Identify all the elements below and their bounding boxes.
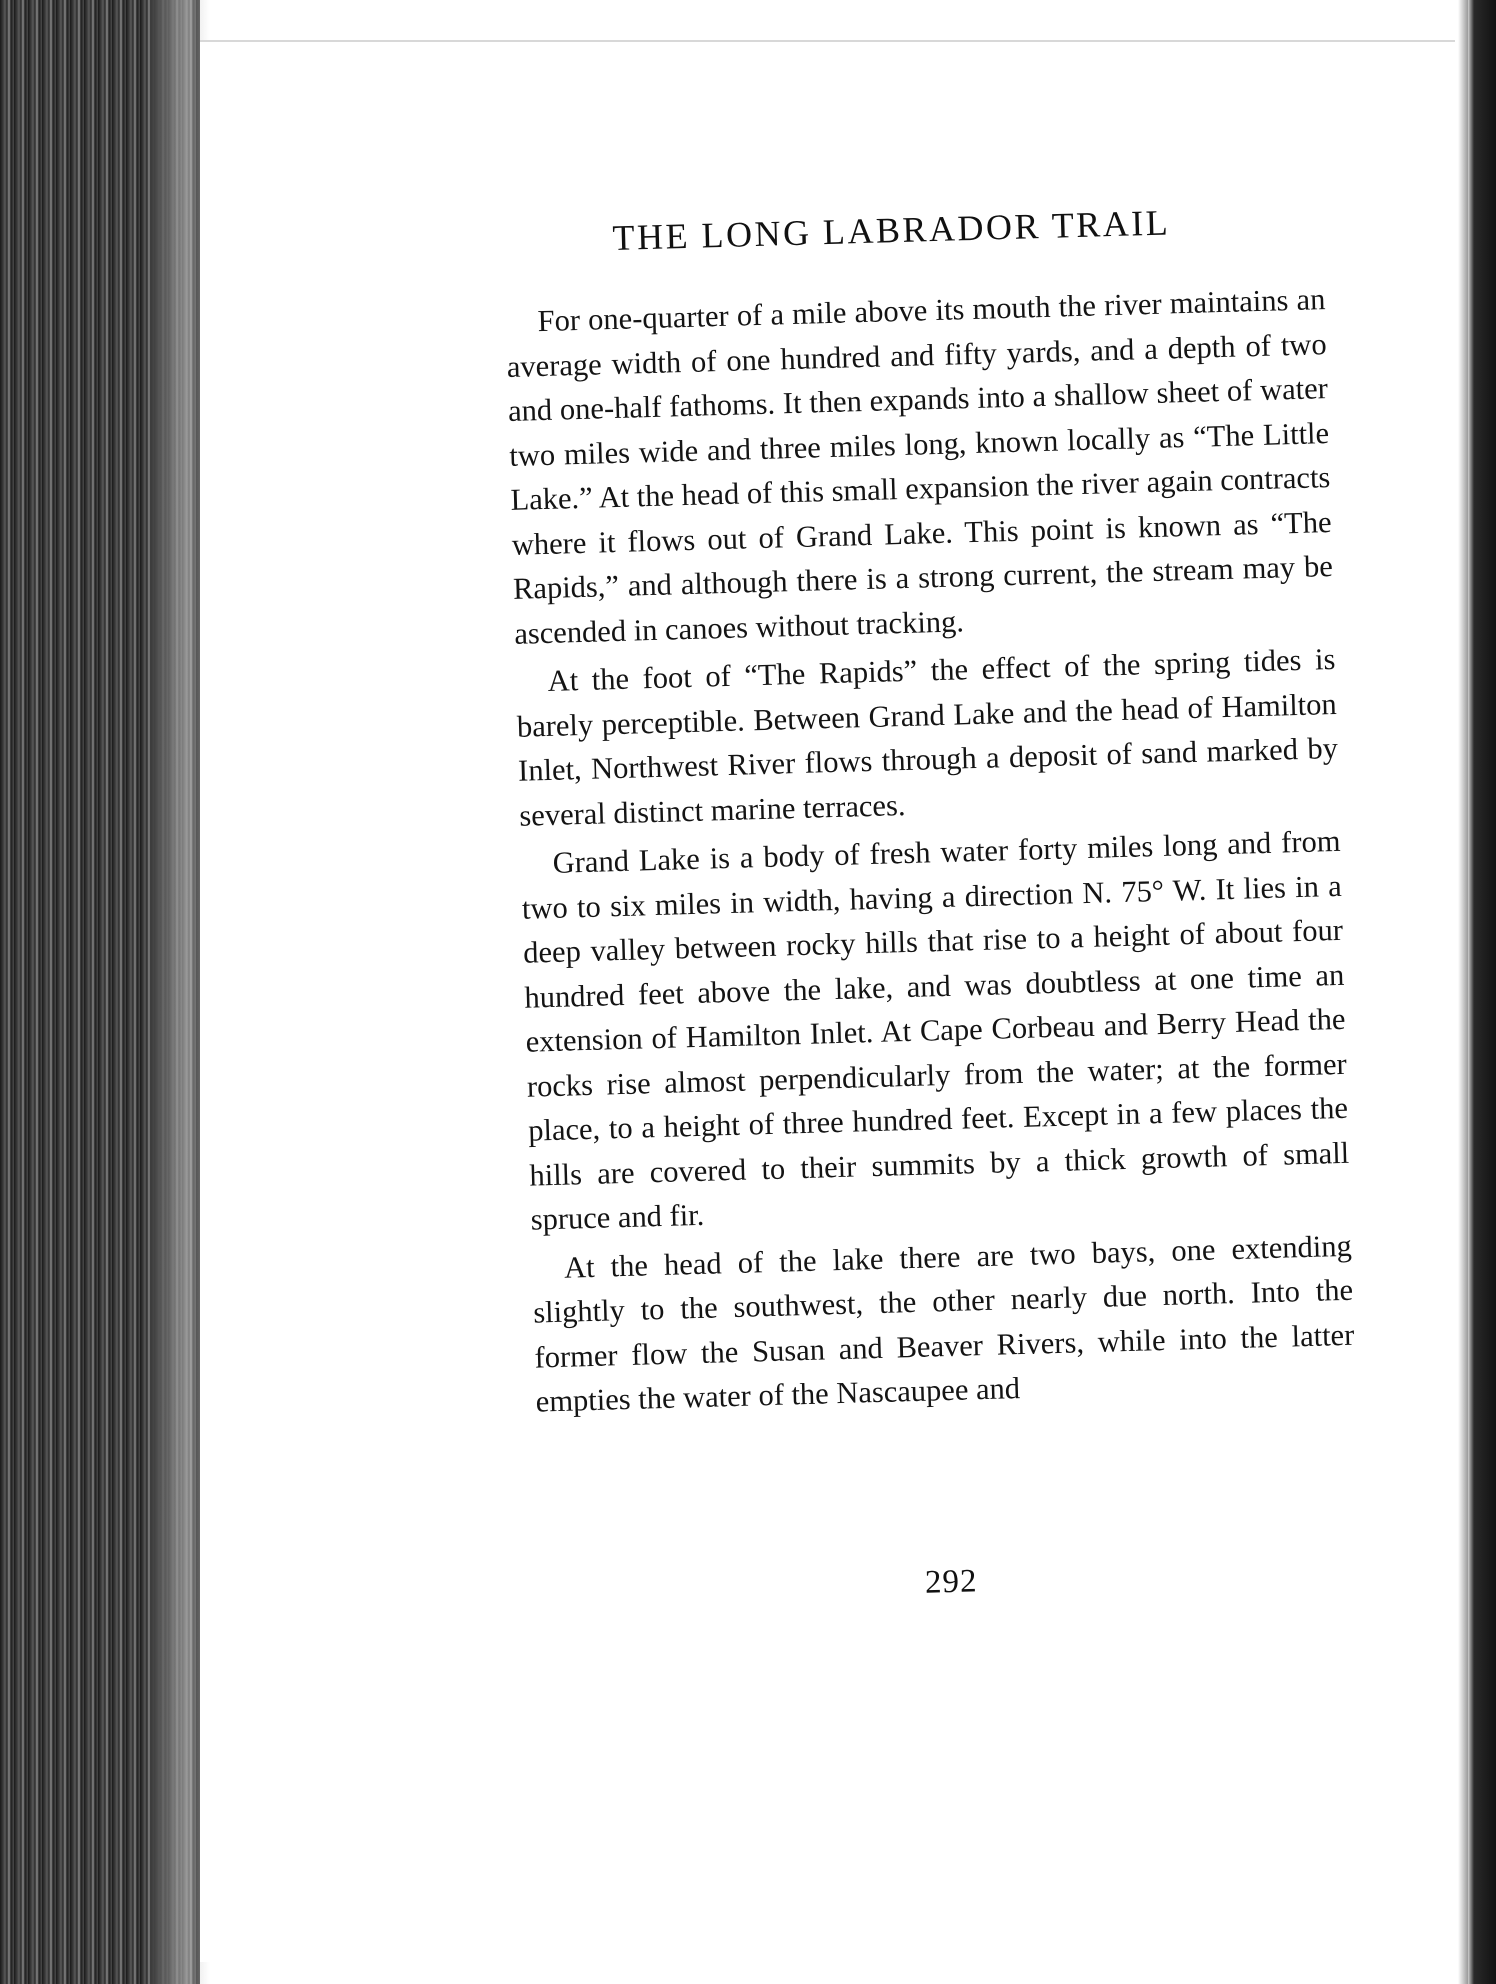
page-body xyxy=(505,277,1356,1424)
page-number: 292 xyxy=(924,1563,978,1601)
facing-page-shadow xyxy=(1468,0,1496,1984)
paragraph: At the foot of “The Rapids” the effect of the spring tides is barely perceptible. Between Grand Lake and the head of Hamilton Inlet, Northwest River flows through a deposit of sand marked by several distinct marine terraces. xyxy=(516,641,1339,833)
running-head: THE LONG LABRADOR TRAIL xyxy=(612,202,1171,258)
paragraph: Grand Lake is a body of fresh water forty miles long and from two to six miles in width, having a direction N. 75° W. It lies in a deep valley between rocky hills that rise to a height of about four hundred feet above the lake, and was doubtless at one time an extension of Hamilton Inlet. At Cape Corbeau and Berry Head the rocks rise almost perpendicularly from the water; at the former place, to a height of three hundred feet. Except in a few places the hills are covered to their summits by a thick growth of small spruce and fir. xyxy=(521,823,1350,1237)
paragraph: At the head of the lake there are two bays, one extending slightly to the southwest, the other nearly due north. Into the former flow the Susan and Beaver Rivers, while into the latter empties the water of the Nascaupee and xyxy=(532,1228,1355,1419)
paragraph: For one-quarter of a mile above its mouth the river maintains an average width of one hundred and fifty yards, and a depth of two and one-half fathoms. It then expands into a shallow sheet of water two miles wide and three miles long, known locally as “The Little Lake.” At the head of this small expansion the river again contracts where it flows out of Grand Lake. This point is known as “The Rapids,” and although there is a strong current, the stream may be ascended in canoes without tracking. xyxy=(506,282,1334,651)
facing-page-edge xyxy=(1458,0,1468,1984)
